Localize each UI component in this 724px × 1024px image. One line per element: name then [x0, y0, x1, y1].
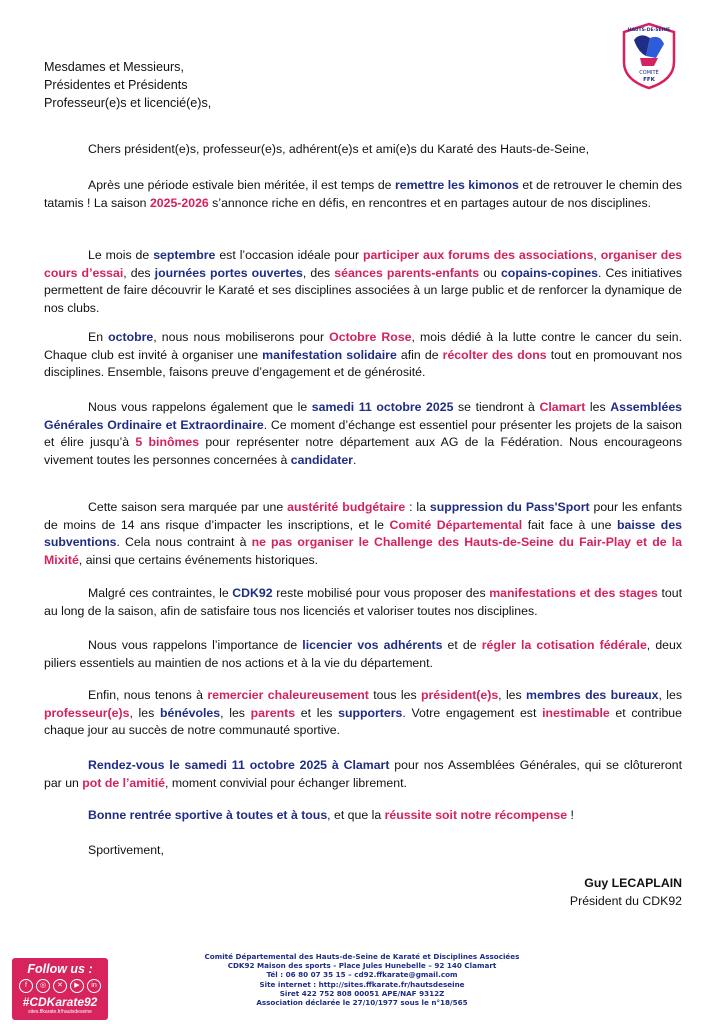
follow-us-badge [12, 958, 108, 1020]
paragraph-kimonos: Après une période estivale bien méritée, il est temps de remettre les kimonos et de retrouver le chemin des tatamis ! La saison 2025-2026 s’annonce riche en défis, en rencontres et en partages autour de nos disciplines. [44, 178, 682, 210]
salutation-line-1: Mesdames et Messieurs, [44, 60, 184, 74]
paragraph-wishes: Bonne rentrée sportive à toutes et à tous, et que la réussite soit notre récompense ! [88, 808, 574, 822]
paragraph-budget: Cette saison sera marquée par une austérité budgétaire : la suppression du Pass'Sport pour les enfants de moins de 14 ans risque d’impacter les inscriptions, et le Comité Départemental fait face à une baisse des subventions. Cela nous contraint à ne pas organiser le Challenge des Hauts-de-Seine du Fair-Play et de la Mixité, ainsi que certains événements historiques. [44, 500, 682, 567]
paragraph-thanks: Enfin, nous tenons à remercier chaleureusement tous les président(e)s, les membres des bureaux, les professeur(e)s, les bénévoles, les parents et les supporters. Votre engagement est inestimable et contribue chaque jour au succès de notre communauté sportive. [44, 688, 682, 738]
youtube-icon[interactable]: ▶ [70, 979, 84, 993]
footer-line: Association déclarée le 27/10/1977 sous le n°18/565 [256, 998, 468, 1008]
paragraph-september: Le mois de septembre est l’occasion idéale pour participer aux forums des associations, organiser des cours d’essai, des journées portes ouvertes, des séances parents-enfants ou copains-copines. Ces initiatives permettent de faire découvrir le Karaté et ses disciplines associées à un large public et de renforcer la dynamique de nos clubs. [44, 248, 682, 315]
logo-bottom-text: FFK [643, 77, 655, 83]
paragraph-licences: Nous vous rappelons l’importance de licencier vos adhérents et de régler la cotisation fédérale, deux piliers essentiels au maintien de nos actions et à la vie du département. [44, 638, 683, 670]
x-icon[interactable]: ✕ [53, 979, 67, 993]
footer-line: Comité Départemental des Hauts-de-Seine de Karaté et Disciplines Associées [204, 952, 520, 961]
paragraph-october: En octobre, nous nous mobiliserons pour Octobre Rose, mois dédié à la lutte contre le cancer du sein. Chaque club est invité à organiser une manifestation solidaire afin de récolter des dons tout en promouvant nos disciplines. Ensemble, faisons preuve d’engagement et de générosité. [44, 330, 682, 380]
facebook-icon[interactable]: f [19, 979, 33, 993]
paragraph-meeting: Rendez-vous le samedi 11 octobre 2025 à Clamart pour nos Assemblées Générales, qui se clôtureront par un pot de l’amitié, moment convivial pour échanger librement. [44, 758, 682, 790]
paragraph-cdk92: Malgré ces contraintes, le CDK92 reste mobilisé pour vous proposer des manifestations et des stages tout au long de la saison, afin de satisfaire tous nos licenciés et valoriser toutes nos disciplines. [44, 586, 682, 618]
linkedin-icon[interactable]: in [87, 979, 101, 993]
instagram-icon[interactable]: ◎ [36, 979, 50, 993]
footer-line: Site internet : http://sites.ffkarate.fr/hautsdeseine [259, 979, 465, 989]
closing: Sportivement, [88, 843, 164, 857]
committee-logo [620, 22, 678, 90]
follow-url: sites.ffkarate.fr/hautsdeseine [28, 1009, 92, 1015]
hashtag: #CDKarate92 [22, 995, 98, 1009]
paragraph-assemblies: Nous vous rappelons également que le samedi 11 octobre 2025 se tiendront à Clamart les Assemblées Générales Ordinaire et Extraordinaire. Ce moment d’échange est essentiel pour présenter les projets de la saison et élire jusqu’à 5 binômes pour représenter notre département aux AG de la Fédération. Nous encourageons vivement toutes les personnes concernées à candidater. [44, 400, 682, 467]
follow-us-title: Follow us : [27, 962, 93, 976]
salutation-line-2: Présidentes et Présidents [44, 78, 188, 92]
salutation-line-3: Professeur(e)s et licencié(e)s, [44, 96, 212, 110]
social-icons [12, 979, 108, 993]
greeting: Chers président(e)s, professeur(e)s, adhérent(e)s et ami(e)s du Karaté des Hauts-de-Seine, [88, 142, 589, 156]
logo-top-text: HAUTS-DE-SEINE [627, 28, 671, 33]
signature-name: Guy LECAPLAIN [584, 876, 682, 890]
signature-title: Président du CDK92 [569, 894, 682, 908]
footer-line: Siret 422 752 808 00051 APE/NAF 9312Z [279, 988, 445, 998]
footer-line: CDK92 Maison des sports - Place Jules Hunebelle – 92 140 Clamart [227, 961, 497, 971]
footer-address [160, 952, 564, 1007]
footer-line: Tél : 06 80 07 35 15 – cd92.ffkarate@gmail.com [266, 970, 458, 980]
salutation-block [44, 58, 211, 112]
logo-mid-text: COMITÉ [639, 70, 659, 76]
